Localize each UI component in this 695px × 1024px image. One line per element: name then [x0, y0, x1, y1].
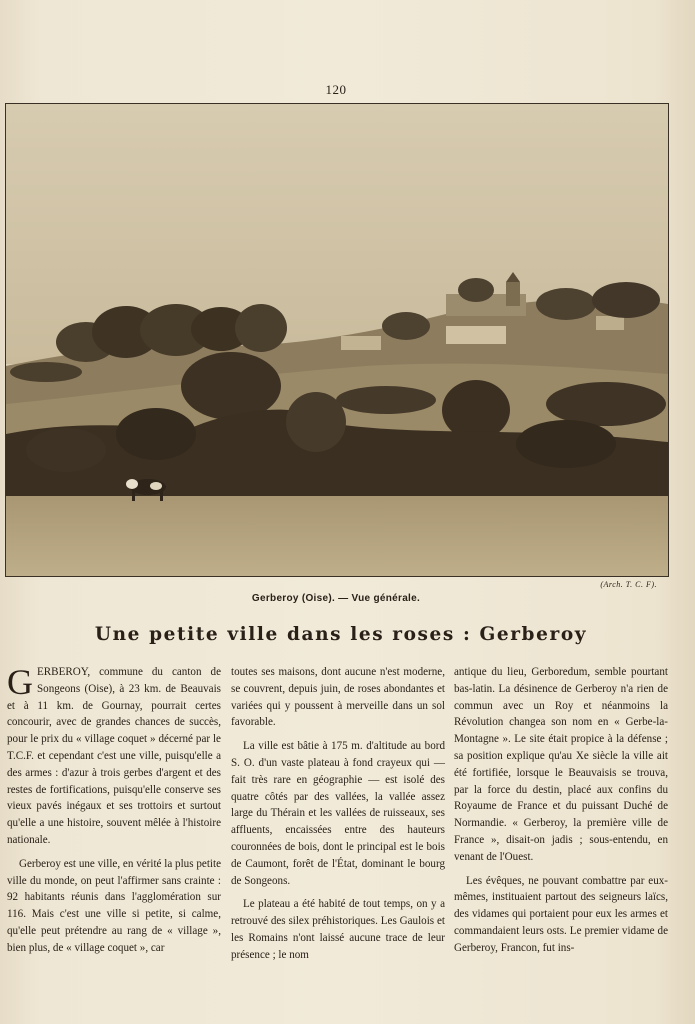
photo-caption: Gerberoy (Oise). — Vue générale. — [251, 593, 421, 604]
landscape-photo — [5, 103, 669, 577]
article-body — [7, 662, 668, 964]
paragraph: Le plateau a été habité de tout temps, on y a retrouvé des silex préhistoriques. Les Gaulois et les Romains n'ont laissé aucune trace de leur présence ; le nom — [231, 898, 445, 961]
photo-illustration — [6, 104, 668, 576]
photo-credit: (Arch. T. C. F). — [600, 580, 657, 589]
text-column-3 — [454, 664, 668, 964]
paragraph: Les évêques, ne pouvant combattre par eux-mêmes, instituaient partout des seigneurs laïcs, des vidames qui portaient pour eux les armes et commandaient leurs osts. Le premier vidame de Gerberoy, Francon, fut ins- — [454, 874, 668, 954]
article-title: Une petite ville dans les roses : Gerberoy — [94, 624, 588, 645]
paragraph: toutes ses maisons, dont aucune n'est moderne, se couvrent, depuis juin, de roses abondantes et variées qui y poussent à merveille dans un sol favorable. — [231, 666, 445, 729]
paragraph — [7, 664, 221, 849]
text-column-2 — [231, 664, 445, 971]
paragraph: antique du lieu, Gerboredum, semble pourtant bas-latin. La désinence de Gerberoy n'a rien de commun avec un Roy et néanmoins la Révolution changea son nom en « Gerbe-la-Montagne ». Le site était propice à la défense ; sa position explique qu'au Xe siècle la ville ait été fortifiée, lorsque le Beauvaisis se trouva, par la force du destin, placé aux confins du Royaume de France et du puissant Duché de Normandie. « Gerberoy, la première ville de France », disait-on jadis ; sous-entendu, en venant de l'Ouest. — [454, 666, 668, 863]
paragraph: La ville est bâtie à 175 m. d'altitude au bord S. O. d'un vaste plateau à fond crayeux qui — fait très rare en géographie — est isolé des quatre côtés par des vallées, la vallée assez large du Thérain et les vallées de ruisseaux, ses affluents, encaissées entre des hauteurs couronnées de bois, dont le principal est le bois de Caumont, forêt de l'État, dominant le bourg de Songeons. — [231, 740, 445, 887]
paragraph: Gerberoy est une ville, en vérité la plus petite ville du monde, on peut l'affirmer sans crainte : 92 habitants réunis dans l'agglomération sur 116. Mais c'est une ville si petite, si calme, qu'elle peut prétendre au rang de « village », bien plus, de « village coquet », car — [7, 857, 221, 954]
paragraph-text: ERBEROY, commune du canton de Songeons (Oise), à 23 km. de Beauvais et à 11 km. de Gournay, pourrait certes concourir, avec de grandes chances de succès, pour le prix du « village coquet » décerné par le T.C.F. et cependant c'est une ville, puisqu'elle a des armes : d'azur à trois gerbes d'argent et des restes de fortifications, puisqu'elle conserve ses vieux pavés inégaux et ses trottoirs et surtout qu'elle a une histoire, souvent mêlée à l'histoire nationale. — [7, 666, 221, 846]
text-column-1 — [7, 664, 221, 964]
drop-cap: G — [7, 662, 33, 702]
page-number: 120 — [325, 82, 347, 97]
